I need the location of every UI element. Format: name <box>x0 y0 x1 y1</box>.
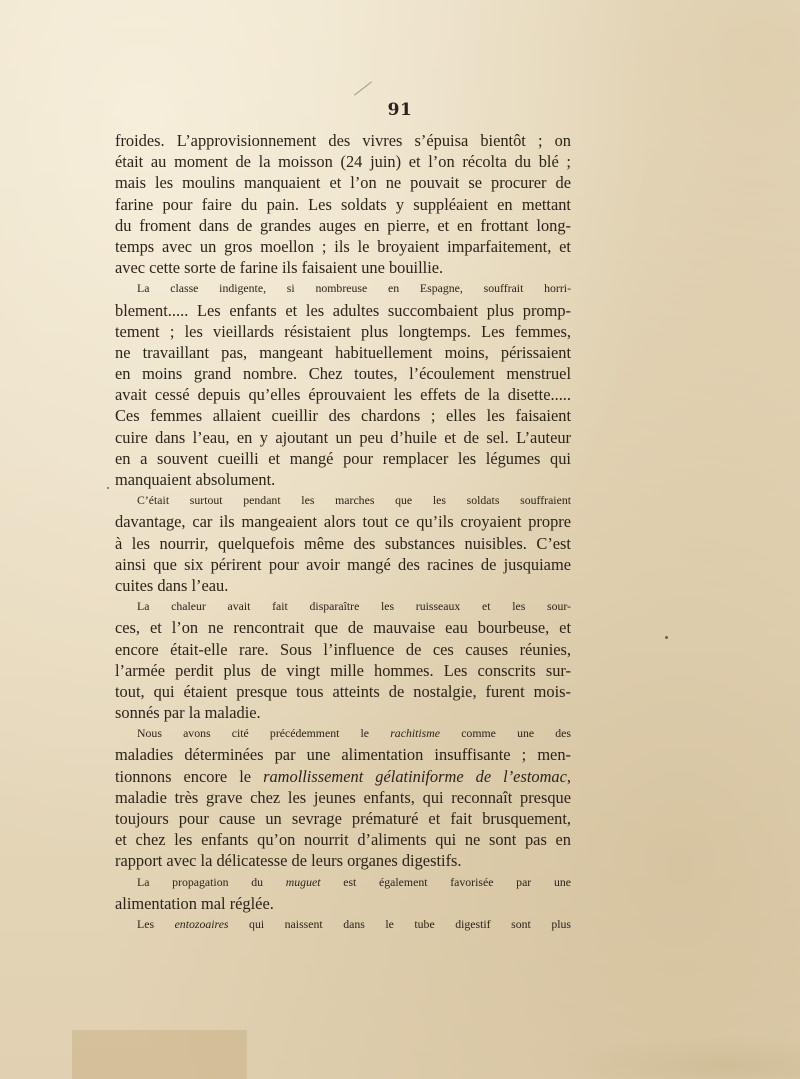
text-line: et chez les enfants qu’on nourrit d’aliments qui ne sont pas en <box>115 830 571 850</box>
text-line: davantage, car ils mangeaient alors tout ce qu’ils croyaient propre <box>115 512 571 532</box>
text-line: cuire dans l’eau, en y ajoutant un peu d’huile et de sel. L’auteur <box>115 427 571 447</box>
text-line: farine pour faire du pain. Les soldats y suppléaient en mettant <box>115 194 571 214</box>
text-line: La chaleur avait fait disparaître les ruisseaux et les sour- <box>137 599 571 614</box>
text-line: alimentation mal réglée. <box>115 893 274 913</box>
text-run: qui naissent dans le tube digestif sont plus <box>228 916 571 931</box>
text-run: comme une des <box>440 726 571 741</box>
italic-term: entozoaires <box>174 916 229 931</box>
text-run: Les <box>137 916 175 931</box>
text-line: en moins grand nombre. Chez toutes, l’écoulement menstruel <box>115 364 571 384</box>
body-text <box>115 130 571 935</box>
italic-term: ramollissement gélatiniforme de l’estomac <box>263 766 567 786</box>
text-line: ne travaillant pas, mangeant habituellement moins, périssaient <box>115 342 571 362</box>
text-line: en a souvent cueilli et mangé pour remplacer les légumes qui <box>115 448 571 468</box>
text-line: Ces femmes allaient cueillir des chardons ; elles les faisaient <box>115 406 571 426</box>
ink-speck <box>665 636 668 639</box>
text-line: cuites dans l’eau. <box>115 575 229 595</box>
text-line <box>115 766 571 787</box>
pen-mark <box>354 81 372 95</box>
text-line: rapport avec la délicatesse de leurs organes digestifs. <box>115 851 462 871</box>
text-line <box>115 723 571 744</box>
text-line: sonnés par la maladie. <box>115 703 261 723</box>
text-line <box>115 872 571 893</box>
text-line: du froment dans de grandes auges en pierre, et en frottant long- <box>115 215 571 235</box>
text-line: ainsi que six périrent pour avoir mangé des racines de jusquiame <box>115 554 571 574</box>
text-run: tionnons encore le <box>115 766 264 786</box>
text-line: à les nourrir, quelquefois même des substances nuisibles. C’est <box>115 533 571 553</box>
ink-speck <box>107 487 109 489</box>
text-line: maladie très grave chez les jeunes enfants, qui reconnaît presque <box>115 787 571 807</box>
text-line: mais les moulins manquaient et l’on ne pouvait se procurer de <box>115 173 571 193</box>
text-line: maladies déterminées par une alimentation insuffisante ; men- <box>115 745 571 765</box>
text-line: tout, qui étaient presque tous atteints de nostalgie, furent mois- <box>115 681 571 701</box>
text-line: C’était surtout pendant les marches que les soldats souffraient <box>137 493 571 508</box>
text-line: La classe indigente, si nombreuse en Espagne, souffrait horri- <box>137 281 571 296</box>
text-run: est également favorisée par une <box>320 874 571 889</box>
text-line: temps avec un gros moellon ; ils le broyaient imparfaitement, et <box>115 236 571 256</box>
text-run: Nous avons cité précédemment le <box>137 726 391 741</box>
text-line: encore était-elle rare. Sous l’influence de ces causes réunies, <box>115 639 571 659</box>
text-line: ces, et l’on ne rencontrait que de mauvaise eau bourbeuse, et <box>115 618 571 638</box>
text-line <box>115 914 571 935</box>
page-number: 91 <box>387 100 413 120</box>
text-line: blement..... Les enfants et les adultes succombaient plus promp- <box>115 300 571 320</box>
italic-term: rachitisme <box>390 726 441 741</box>
text-run: La propagation du <box>137 874 286 889</box>
paper-stain-corner <box>560 1035 800 1079</box>
text-line: l’armée perdit plus de vingt mille hommes. Les conscrits sur- <box>115 660 571 680</box>
text-line: avait cessé depuis qu’elles éprouvaient les effets de la disette..... <box>115 385 571 405</box>
text-line: froides. L’approvisionnement des vivres s’épuisa bientôt ; on <box>115 131 571 150</box>
text-line: était au moment de la moisson (24 juin) et l’on récolta du blé ; <box>115 152 571 172</box>
text-line: manquaient absolument. <box>115 470 276 489</box>
text-line: avec cette sorte de farine ils faisaient une bouillie. <box>115 258 444 278</box>
text-line: tement ; les vieillards résistaient plus longtemps. Les femmes, <box>115 321 571 341</box>
text-run: , <box>566 766 571 786</box>
text-line: toujours pour cause un sevrage prématuré et fait brusquement, <box>115 809 571 828</box>
italic-term: muguet <box>285 874 321 889</box>
paper-stain <box>72 1030 247 1079</box>
